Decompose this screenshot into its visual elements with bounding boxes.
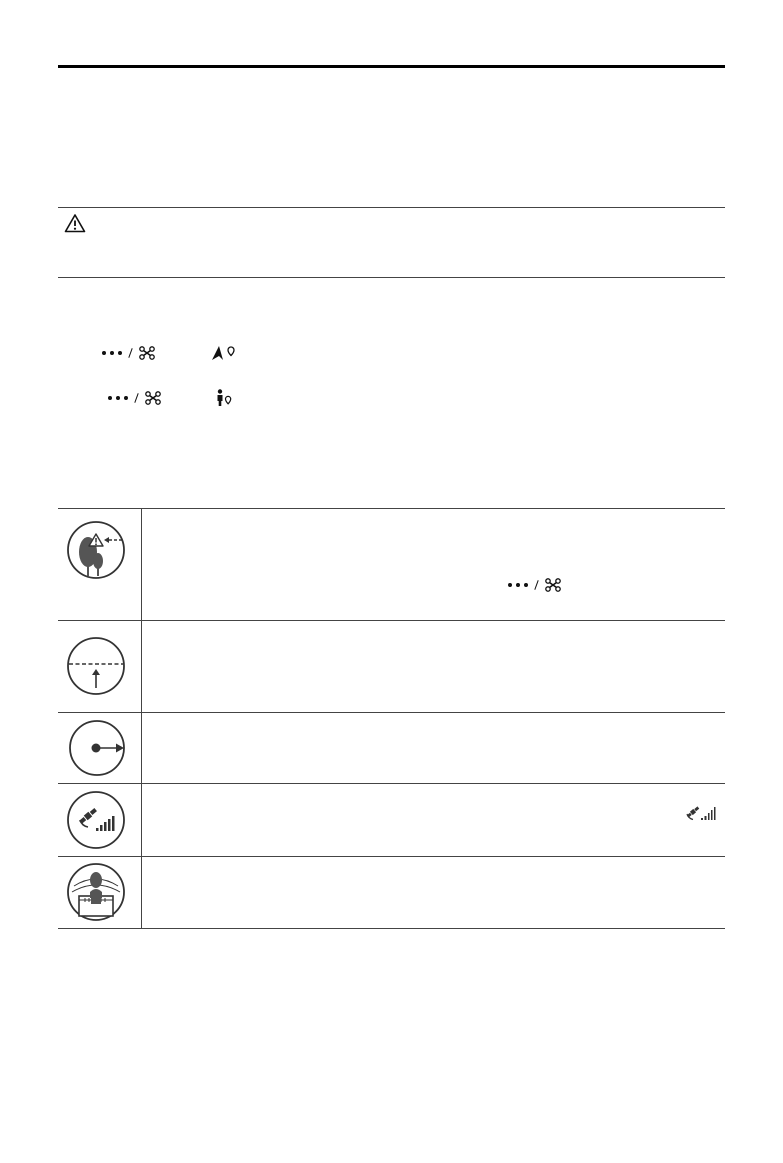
- gnss-signal-icon: [686, 806, 720, 822]
- more-dots-icon: [508, 583, 528, 587]
- table-bottom-rule: [58, 928, 725, 929]
- gnss-signal-icon: [66, 790, 126, 850]
- warning-triangle-icon: [64, 213, 86, 233]
- table-row-divider: [58, 856, 725, 857]
- altitude-limit-icon: [66, 636, 126, 696]
- path-separator: [134, 393, 138, 403]
- table-top-rule: [58, 508, 725, 509]
- table-row-divider: [58, 620, 725, 621]
- person-pin-icon: [216, 389, 232, 407]
- notice-top-rule: [58, 207, 725, 208]
- path-separator: [128, 348, 132, 358]
- table-column-divider: [141, 508, 142, 928]
- table-row-divider: [58, 783, 725, 784]
- notice-bottom-rule: [58, 277, 725, 278]
- landing-protection-icon: [66, 862, 126, 922]
- more-dots-icon: [102, 351, 122, 355]
- header-rule: [58, 65, 725, 68]
- row1-menu-path: [508, 578, 561, 592]
- distance-limit-icon: [68, 720, 126, 776]
- aircraft-icon: [545, 578, 561, 592]
- map-pin-arrow-icon: [211, 345, 235, 361]
- aircraft-icon: [145, 391, 161, 405]
- more-dots-icon: [108, 396, 128, 400]
- aircraft-icon: [139, 346, 155, 360]
- path-separator: [534, 580, 538, 590]
- menu-path-1: [102, 345, 235, 361]
- table-row-divider: [58, 712, 725, 713]
- menu-path-2: [108, 389, 232, 407]
- obstacle-warning-icon: [66, 520, 126, 580]
